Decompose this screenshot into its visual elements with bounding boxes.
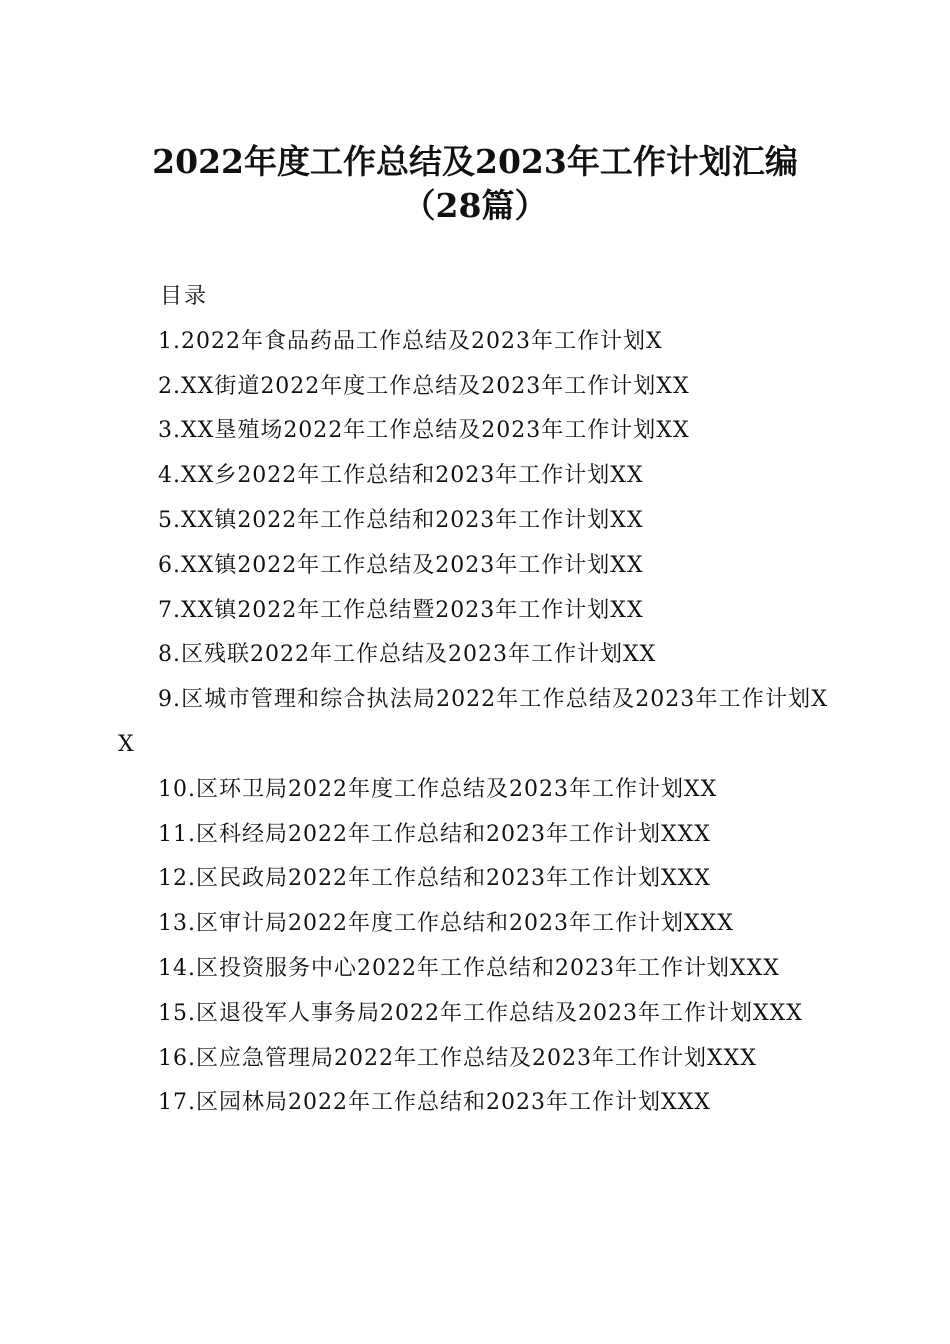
toc-item-5: 5.XX镇2022年工作总结和2023年工作计划XX [158, 507, 644, 533]
toc-item-15: 15.区退役军人事务局2022年工作总结及2023年工作计划XXX [158, 1000, 803, 1026]
toc-heading: 目录 [160, 284, 209, 309]
document-title: 2022年度工作总结及2023年工作计划汇编 [152, 142, 798, 181]
toc-item-2: 2.XX街道2022年度工作总结及2023年工作计划XX [158, 373, 690, 399]
document-subtitle-count: （28篇） [402, 186, 548, 225]
toc-item-11: 11.区科经局2022年工作总结和2023年工作计划XXX [158, 821, 711, 847]
toc-item-6: 6.XX镇2022年工作总结及2023年工作计划XX [158, 552, 644, 578]
toc-item-9: 9.区城市管理和综合执法局2022年工作总结及2023年工作计划XX [118, 687, 828, 757]
toc-item-10: 10.区环卫局2022年度工作总结及2023年工作计划XX [158, 776, 718, 802]
toc-item-8: 8.区残联2022年工作总结及2023年工作计划XX [158, 642, 657, 668]
toc-item-13: 13.区审计局2022年度工作总结和2023年工作计划XXX [158, 911, 734, 937]
toc-item-3: 3.XX垦殖场2022年工作总结及2023年工作计划XX [158, 418, 690, 444]
toc-item-16: 16.区应急管理局2022年工作总结及2023年工作计划XXX [158, 1045, 757, 1071]
table-of-contents [118, 275, 828, 1126]
toc-item-12: 12.区民政局2022年工作总结和2023年工作计划XXX [158, 866, 711, 892]
toc-item-1: 1.2022年食品药品工作总结及2023年工作计划X [158, 328, 663, 354]
toc-item-7: 7.XX镇2022年工作总结暨2023年工作计划XX [158, 597, 644, 623]
toc-item-17: 17.区园林局2022年工作总结和2023年工作计划XXX [158, 1090, 711, 1116]
toc-item-4: 4.XX乡2022年工作总结和2023年工作计划XX [158, 463, 644, 489]
toc-item-14: 14.区投资服务中心2022年工作总结和2023年工作计划XXX [158, 955, 780, 981]
